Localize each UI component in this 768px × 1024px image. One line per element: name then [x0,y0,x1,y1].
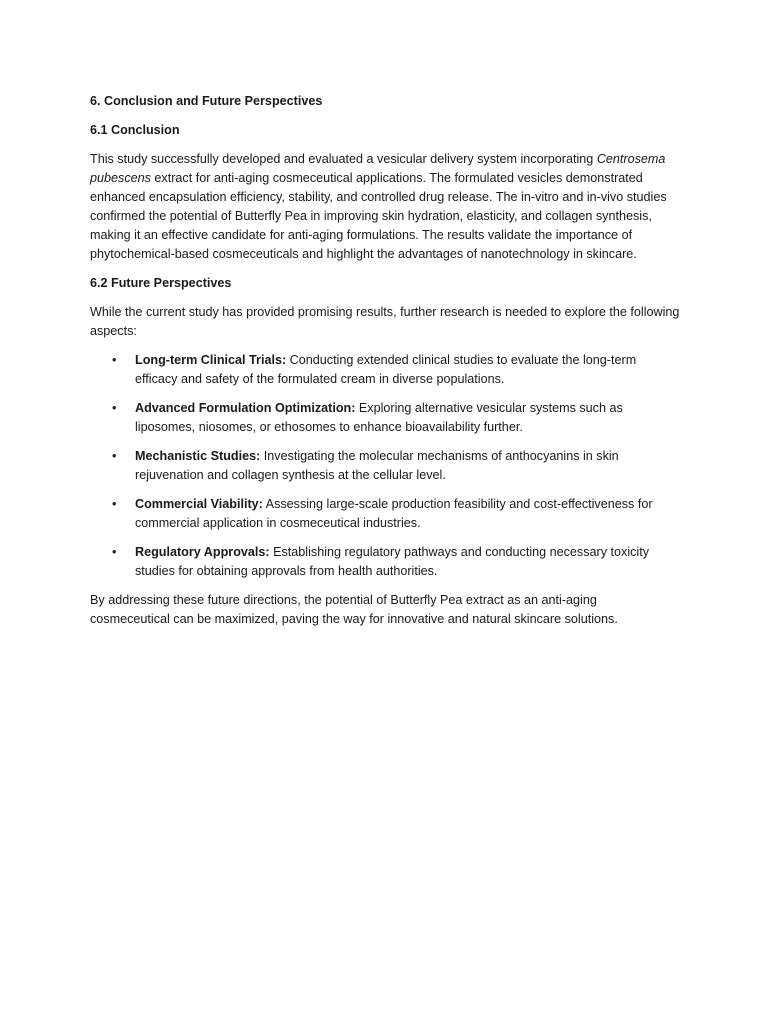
future-heading: 6.2 Future Perspectives [90,276,232,290]
bullet-icon: • [112,545,117,559]
document-page [90,92,680,639]
list-item [90,399,680,437]
species-name: Centrosema pubescens [90,152,666,185]
list-item-text: Conducting extended clinical studies to evaluate the long-term efficacy and safety of the formulated cream in diverse populations. [135,353,637,386]
list-item-text: Exploring alternative vesicular systems such as liposomes, niosomes, or ethosomes to enhance bioavailability further. [135,401,623,434]
section-title: 6. Conclusion and Future Perspectives [90,94,323,108]
list-item-title: Mechanistic Studies: [135,449,261,463]
list-item [90,447,680,485]
bullet-icon: • [112,401,117,415]
bullet-icon: • [112,353,117,367]
list-item-text: Assessing large-scale production feasibility and cost-effectiveness for commercial application in cosmeceutical industries. [135,497,653,530]
conclusion-text-end: extract for anti-aging cosmeceutical applications. The formulated vesicles demonstrated enhanced encapsulation efficiency, stability, and controlled drug release. The in-vitro and in-vivo studies confirmed the potential of Butterfly Pea in improving skin hydration, elasticity, and collagen synthesis, making it an effective candidate for anti-aging formulations. The results validate the importance of phytochemical-based cosmeceuticals and highlight the advantages of nanotechnology in skincare. [90,171,667,261]
list-item-text: Establishing regulatory pathways and conducting necessary toxicity studies for obtaining approvals from health authorities. [135,545,650,578]
conclusion-heading: 6.1 Conclusion [90,123,180,137]
list-item-title: Long-term Clinical Trials: [135,353,287,367]
list-item-title: Regulatory Approvals: [135,545,270,559]
bullet-icon: • [112,497,117,511]
future-intro: While the current study has provided promising results, further research is needed to explore the following aspects: [90,305,680,338]
future-aspects-list [90,351,680,581]
list-item-text: Investigating the molecular mechanisms of anthocyanins in skin rejuvenation and collagen synthesis at the cellular level. [135,449,619,482]
conclusion-text-start: This study successfully developed and evaluated a vesicular delivery system incorporating [90,152,597,166]
conclusion-paragraph [90,150,680,264]
bullet-icon: • [112,449,117,463]
list-item [90,495,680,533]
list-item [90,351,680,389]
list-item-title: Advanced Formulation Optimization: [135,401,356,415]
closing-paragraph: By addressing these future directions, the potential of Butterfly Pea extract as an anti-aging cosmeceutical can be maximized, paving the way for innovative and natural skincare solutions. [90,593,618,626]
list-item [90,543,680,581]
list-item-title: Commercial Viability: [135,497,263,511]
